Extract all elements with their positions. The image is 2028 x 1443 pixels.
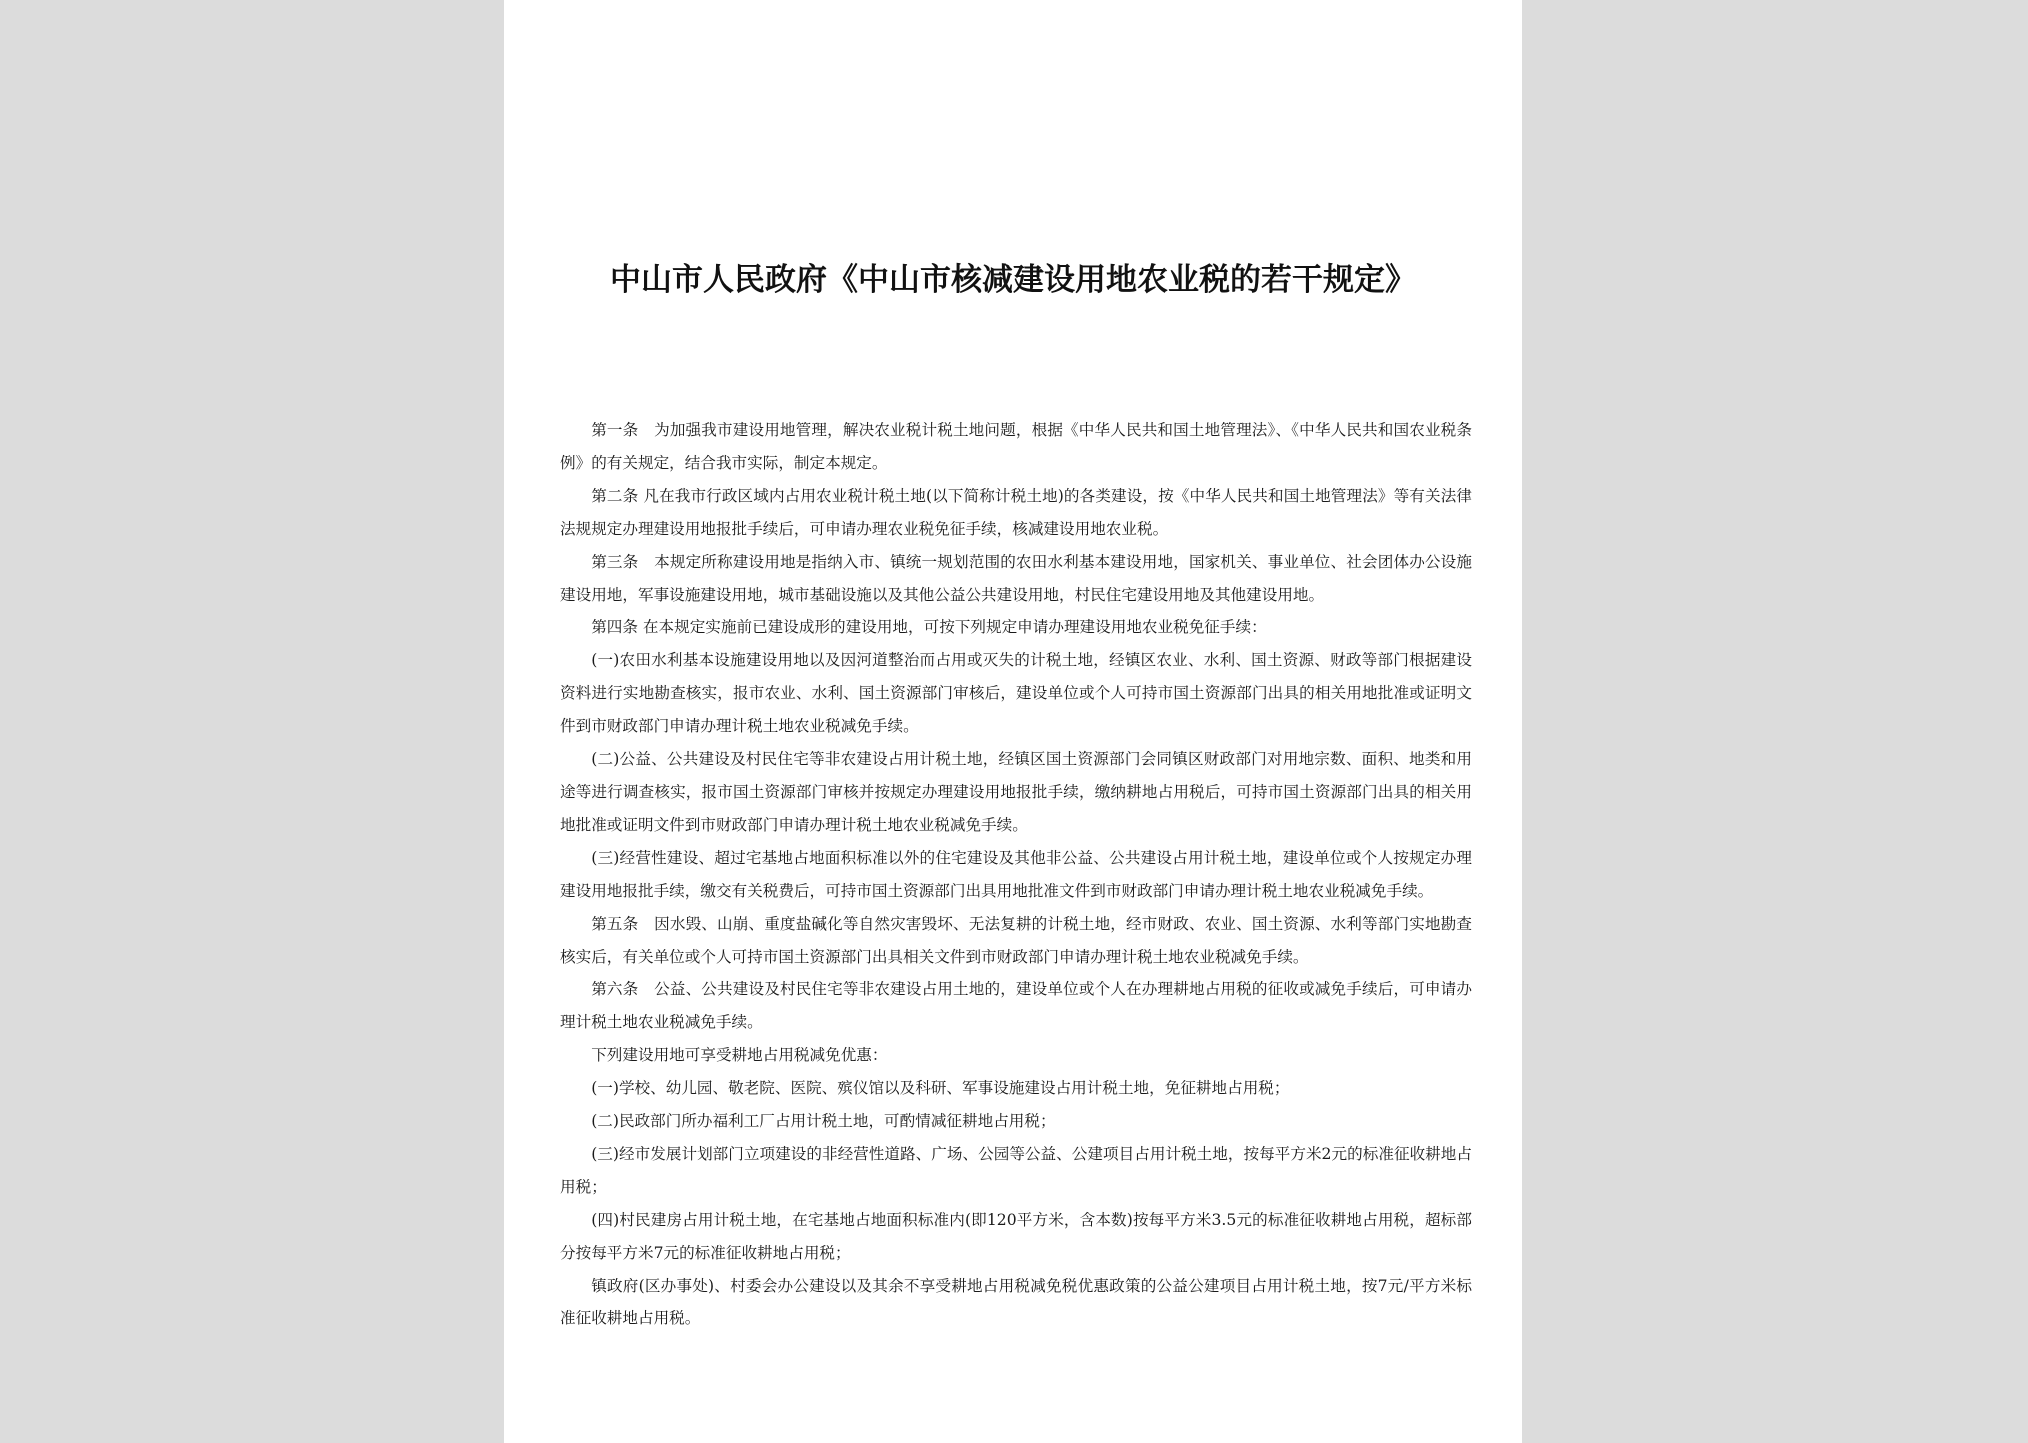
exemption-item-2: (二)民政部门所办福利工厂占用计税土地，可酌情减征耕地占用税； bbox=[591, 1112, 1056, 1131]
exemption-item-1: (一)学校、幼儿园、敬老院、医院、殡仪馆以及科研、军事设施建设占用计税土地，免征耕地占用税； bbox=[591, 1079, 1290, 1098]
article-1-paragraph: 第一条 为加强我市建设用地管理，解决农业税计税土地问题，根据《中华人民共和国土地管理法》、《中华人民共和国农业税条例》的有关规定，结合我市实际，制定本规定。 bbox=[560, 421, 1472, 472]
document-title: 中山市人民政府《中山市核减建设用地农业税的若干规定》 bbox=[610, 262, 1416, 298]
article-5-paragraph: 第五条 因水毁、山崩、重度盐碱化等自然灾害毁坏、无法复耕的计税土地，经市财政、农业、国土资源、水利等部门实地勘查核实后，有关单位或个人可持市国土资源部门出具相关文件到市财政部门申请办理计税土地农业税减免手续。 bbox=[560, 914, 1472, 966]
exemption-closing: 镇政府(区办事处)、村委会办公建设以及其余不享受耕地占用税减免税优惠政策的公益公建项目占用计税土地，按7元/平方米标准征收耕地占用税。 bbox=[560, 1276, 1472, 1328]
document-body bbox=[560, 414, 1472, 1335]
exemption-intro: 下列建设用地可享受耕地占用税减免优惠： bbox=[591, 1046, 888, 1065]
article-2-paragraph: 第二条 凡在我市行政区域内占用农业税计税土地(以下简称计税土地)的各类建设，按《中华人民共和国土地管理法》等有关法律法规规定办理建设用地报批手续后，可申请办理农业税免征手续，核减建设用地农业税。 bbox=[560, 486, 1473, 538]
article-3-paragraph: 第三条 本规定所称建设用地是指纳入市、镇统一规划范围的农田水利基本建设用地，国家机关、事业单位、社会团体办公设施建设用地，军事设施建设用地，城市基础设施以及其他公益公共建设用地，村民住宅建设用地及其他建设用地。 bbox=[560, 552, 1472, 604]
exemption-item-4: (四)村民建房占用计税土地，在宅基地占地面积标准内(即120平方米，含本数)按每平方米3.5元的标准征收耕地占用税，超标部分按每平方米7元的标准征收耕地占用税； bbox=[560, 1210, 1472, 1262]
document-page bbox=[504, 0, 1522, 1443]
article-4-item-3: (三)经营性建设、超过宅基地占地面积标准以外的住宅建设及其他非公益、公共建设占用计税土地，建设单位或个人按规定办理建设用地报批手续，缴交有关税费后，可持市国土资源部门出具用地批准文件到市财政部门申请办理计税土地农业税减免手续。 bbox=[560, 848, 1472, 900]
article-4-item-1: (一)农田水利基本设施建设用地以及因河道整治而占用或灭失的计税土地，经镇区农业、水利、国土资源、财政等部门根据建设资料进行实地勘查核实，报市农业、水利、国土资源部门审核后，建设单位或个人可持市国土资源部门出具的相关用地批准或证明文件到市财政部门申请办理计税土地农业税减免手续。 bbox=[560, 651, 1472, 736]
exemption-item-3: (三)经市发展计划部门立项建设的非经营性道路、广场、公园等公益、公建项目占用计税土地，按每平方米2元的标准征收耕地占用税； bbox=[560, 1144, 1472, 1196]
article-4-item-2: (二)公益、公共建设及村民住宅等非农建设占用计税土地，经镇区国土资源部门会同镇区财政部门对用地宗数、面积、地类和用途等进行调查核实，报市国土资源部门审核并按规定办理建设用地报批手续，缴纳耕地占用税后，可持市国土资源部门出具的相关用地批准或证明文件到市财政部门申请办理计税土地农业税减免手续。 bbox=[560, 750, 1472, 834]
article-4-paragraph: 第四条 在本规定实施前已建设成形的建设用地，可按下列规定申请办理建设用地农业税免征手续： bbox=[591, 618, 1267, 637]
article-6-paragraph: 第六条 公益、公共建设及村民住宅等非农建设占用土地的，建设单位或个人在办理耕地占用税的征收或减免手续后，可申请办理计税土地农业税减免手续。 bbox=[560, 980, 1472, 1032]
